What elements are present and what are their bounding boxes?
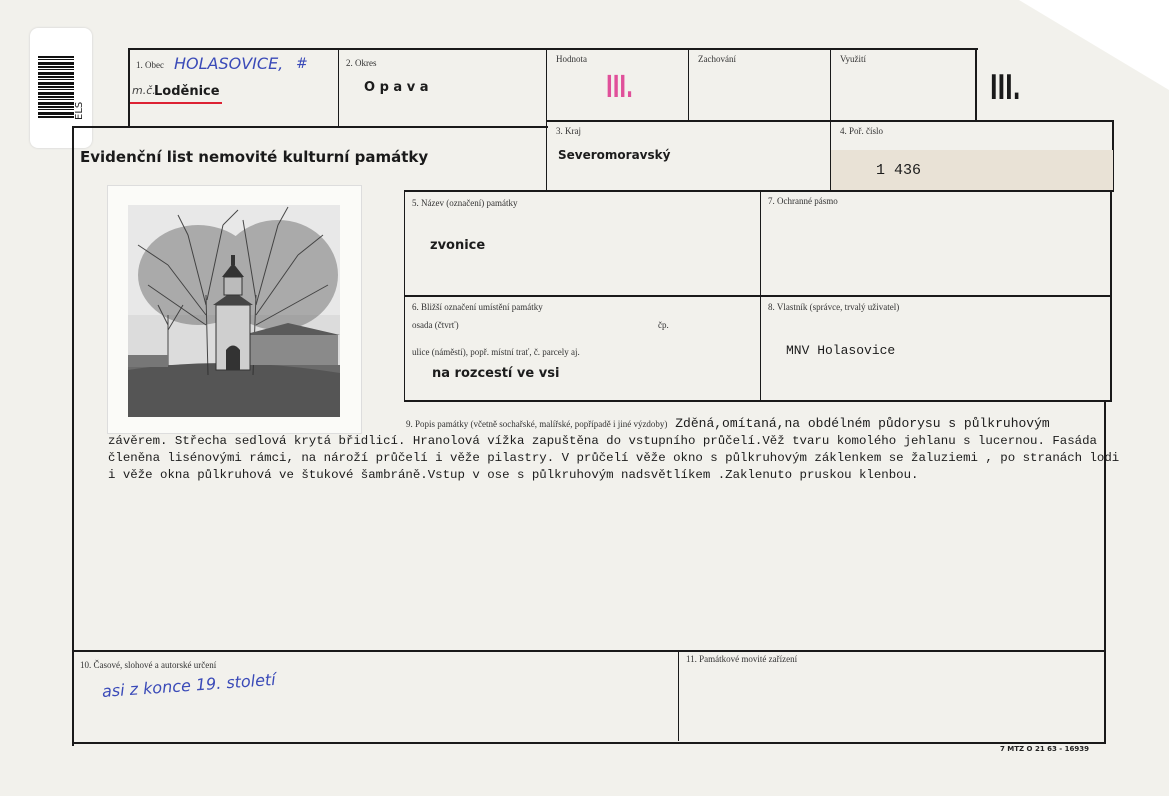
monument-photo-card — [107, 185, 362, 434]
obec-value: HOLASOVICE, — [174, 54, 284, 73]
umisteni-label: 6. Bližší označení umístění památky — [412, 302, 543, 312]
popis-label: 9. Popis památky (včetně sochařské, malířské, popřípadě i jiné výzdoby) — [406, 419, 668, 429]
popis-line-4: i věže okna půlkruhová ve štukové šambráně.Vstup v ose s půlkruhovým nadsvětlíkem .Zaklenuto pruskou klenbou. — [108, 468, 919, 482]
kraj-label: 3. Kraj — [556, 126, 581, 136]
category-mark: III. — [990, 68, 1021, 108]
ulice-label: ulice (náměstí), popř. místní trať, č. parcely aj. — [412, 347, 580, 357]
obec-mark: # — [296, 56, 308, 72]
barcode-sticker — [30, 28, 92, 148]
popis-block — [108, 415, 1120, 484]
kraj-value: Severomoravský — [558, 148, 671, 162]
casove-urceni-label: 10. Časové, slohové a autorské určení — [80, 660, 217, 670]
page-title: Evidenční list nemovité kulturní památky — [80, 148, 429, 166]
movite-zarizeni-label: 11. Památkové movité zařízení — [686, 654, 798, 664]
torn-corner — [1019, 0, 1169, 90]
vlastnik-value: MNV Holasovice — [786, 343, 896, 358]
popis-line-1: Zděná,omítaná,na obdélném půdorysu s půlkruhovým — [675, 416, 1050, 431]
por-cislo-label: 4. Poř. číslo — [840, 126, 884, 136]
vyuziti-label: Využití — [840, 54, 866, 64]
obec-sub-value: Loděnice — [154, 84, 220, 99]
por-cislo-value: 1 436 — [876, 162, 922, 179]
vlastnik-label: 8. Vlastník (správce, trvalý uživatel) — [768, 302, 900, 312]
barcode-text: ELS — [74, 101, 85, 120]
popis-line-3: členěna lisénovými rámci, na nároží průčelí i věže pilastry. V průčelí věže okno s půlkruhovým záklenkem se žaluziemi , po stranách lodi — [108, 451, 1120, 465]
nazev-value: zvonice — [430, 238, 486, 253]
hodnota-label: Hodnota — [556, 54, 587, 64]
monument-photo — [128, 205, 340, 417]
casove-urceni-value: asi z konce 19. století — [101, 669, 277, 701]
ochranne-pasmo-label: 7. Ochranné pásmo — [768, 196, 838, 206]
osada-label: osada (čtvrť) — [412, 320, 459, 330]
nazev-label: 5. Název (označení) památky — [412, 198, 518, 208]
cp-label: čp. — [658, 320, 669, 330]
por-cislo-box — [831, 150, 1113, 190]
umisteni-value: na rozcestí ve vsi — [432, 366, 560, 381]
form-code: 7 MTZ O 21 63 - 16939 — [1000, 745, 1090, 753]
zachovani-label: Zachování — [698, 54, 736, 64]
obec-sub-prefix: m.č. — [132, 84, 156, 97]
okres-value: O p a v a — [364, 80, 429, 95]
okres-label: 2. Okres — [346, 58, 377, 68]
barcode-icon — [38, 56, 74, 118]
hodnota-value: III. — [606, 70, 633, 105]
obec-label: 1. Obec — [136, 60, 164, 70]
popis-line-2: závěrem. Střecha sedlová krytá břidlicí. Hranolová vížka zapuštěna do vstupního průčelí.Věž tvaru komolého jehlanu s lucernou. Fasáda — [108, 434, 1097, 448]
obec-underline — [130, 102, 222, 104]
